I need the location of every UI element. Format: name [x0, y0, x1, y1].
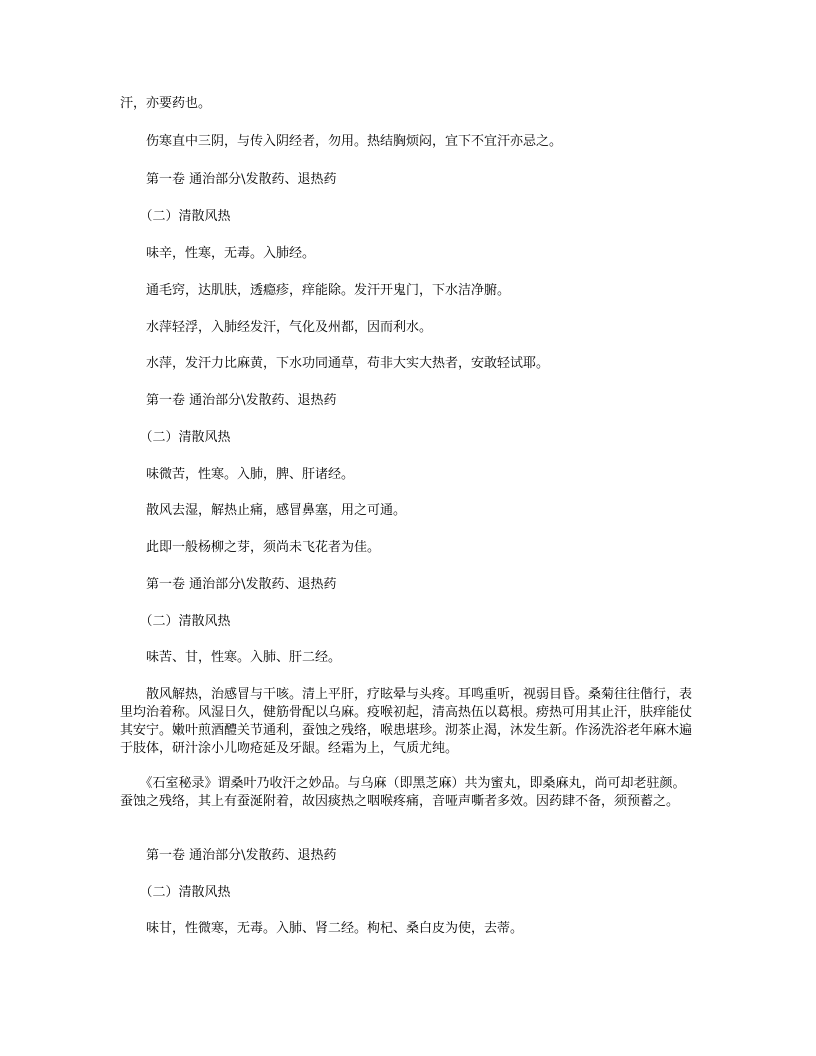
subsection-heading: （二）清散风热 [120, 885, 231, 900]
subsection-heading: （二）清散风热 [120, 614, 231, 629]
paragraph: 味苦、甘，性寒。入肺、肝二经。 [120, 650, 342, 665]
section-heading: 第一卷 通治部分\发散药、退热药 [120, 577, 337, 592]
paragraph: 水萍，发汗力比麻黄，下水功同通草，苟非大实大热者，安敢轻试耶。 [120, 356, 550, 371]
paragraph: 味微苦，性寒。入肺，脾、肝诸经。 [120, 467, 355, 482]
paragraph: 《石室秘录》谓桑叶乃收汗之妙品。与乌麻（即黑芝麻）共为蜜丸，即桑麻丸，尚可却老驻颜。蚕蚀之残络，其上有蚕涎附着，故因痰热之咽喉疼痛，音哑声嘶者多效。因药肆不备，须预蓄之。 [120, 776, 686, 809]
paragraph: 水萍轻浮，入肺经发汗，气化及州都，因而利水。 [120, 320, 433, 335]
paragraph: 味辛，性寒，无毒。入肺经。 [120, 246, 316, 261]
paragraph: 味甘，性微寒，无毒。入肺、肾二经。枸杞、桑白皮为使，去蒂。 [120, 921, 524, 936]
section-heading: 第一卷 通治部分\发散药、退热药 [120, 172, 337, 187]
section-heading: 第一卷 通治部分\发散药、退热药 [120, 848, 337, 863]
subsection-heading: （二）清散风热 [120, 430, 231, 445]
section-heading: 第一卷 通治部分\发散药、退热药 [120, 393, 337, 408]
paragraph: 通毛窍，达肌肤，透瘾疹，痒能除。发汗开鬼门，下水洁净腑。 [120, 283, 511, 298]
paragraph: 伤寒直中三阴，与传入阴经者，勿用。热结胸烦闷，宜下不宜汗亦忌之。 [120, 134, 563, 149]
paragraph: 散风去湿，解热止痛，感冒鼻塞，用之可通。 [120, 503, 407, 518]
paragraph: 汗，亦要药也。 [120, 96, 212, 111]
paragraph: 散风解热，治感冒与干咳。清上平肝，疗眩晕与头疼。耳鸣重听，视弱目昏。桑菊往往偕行，表里均治着称。风湿日久，健筋骨配以乌麻。疫喉初起，清高热伍以葛根。痨热可用其止汗，肤痒能仗其安宁。嫩叶煎酒醴关节通利，蚕蚀之残络，喉患堪珍。沏茶止渴，沐发生新。作汤洗浴老年麻木遍于肢体，研汁涂小儿吻疮延及牙龈。经霜为上，气质尤纯。 [120, 687, 693, 756]
paragraph: 此即一般杨柳之芽，须尚未飞花者为佳。 [120, 540, 381, 555]
subsection-heading: （二）清散风热 [120, 209, 231, 224]
